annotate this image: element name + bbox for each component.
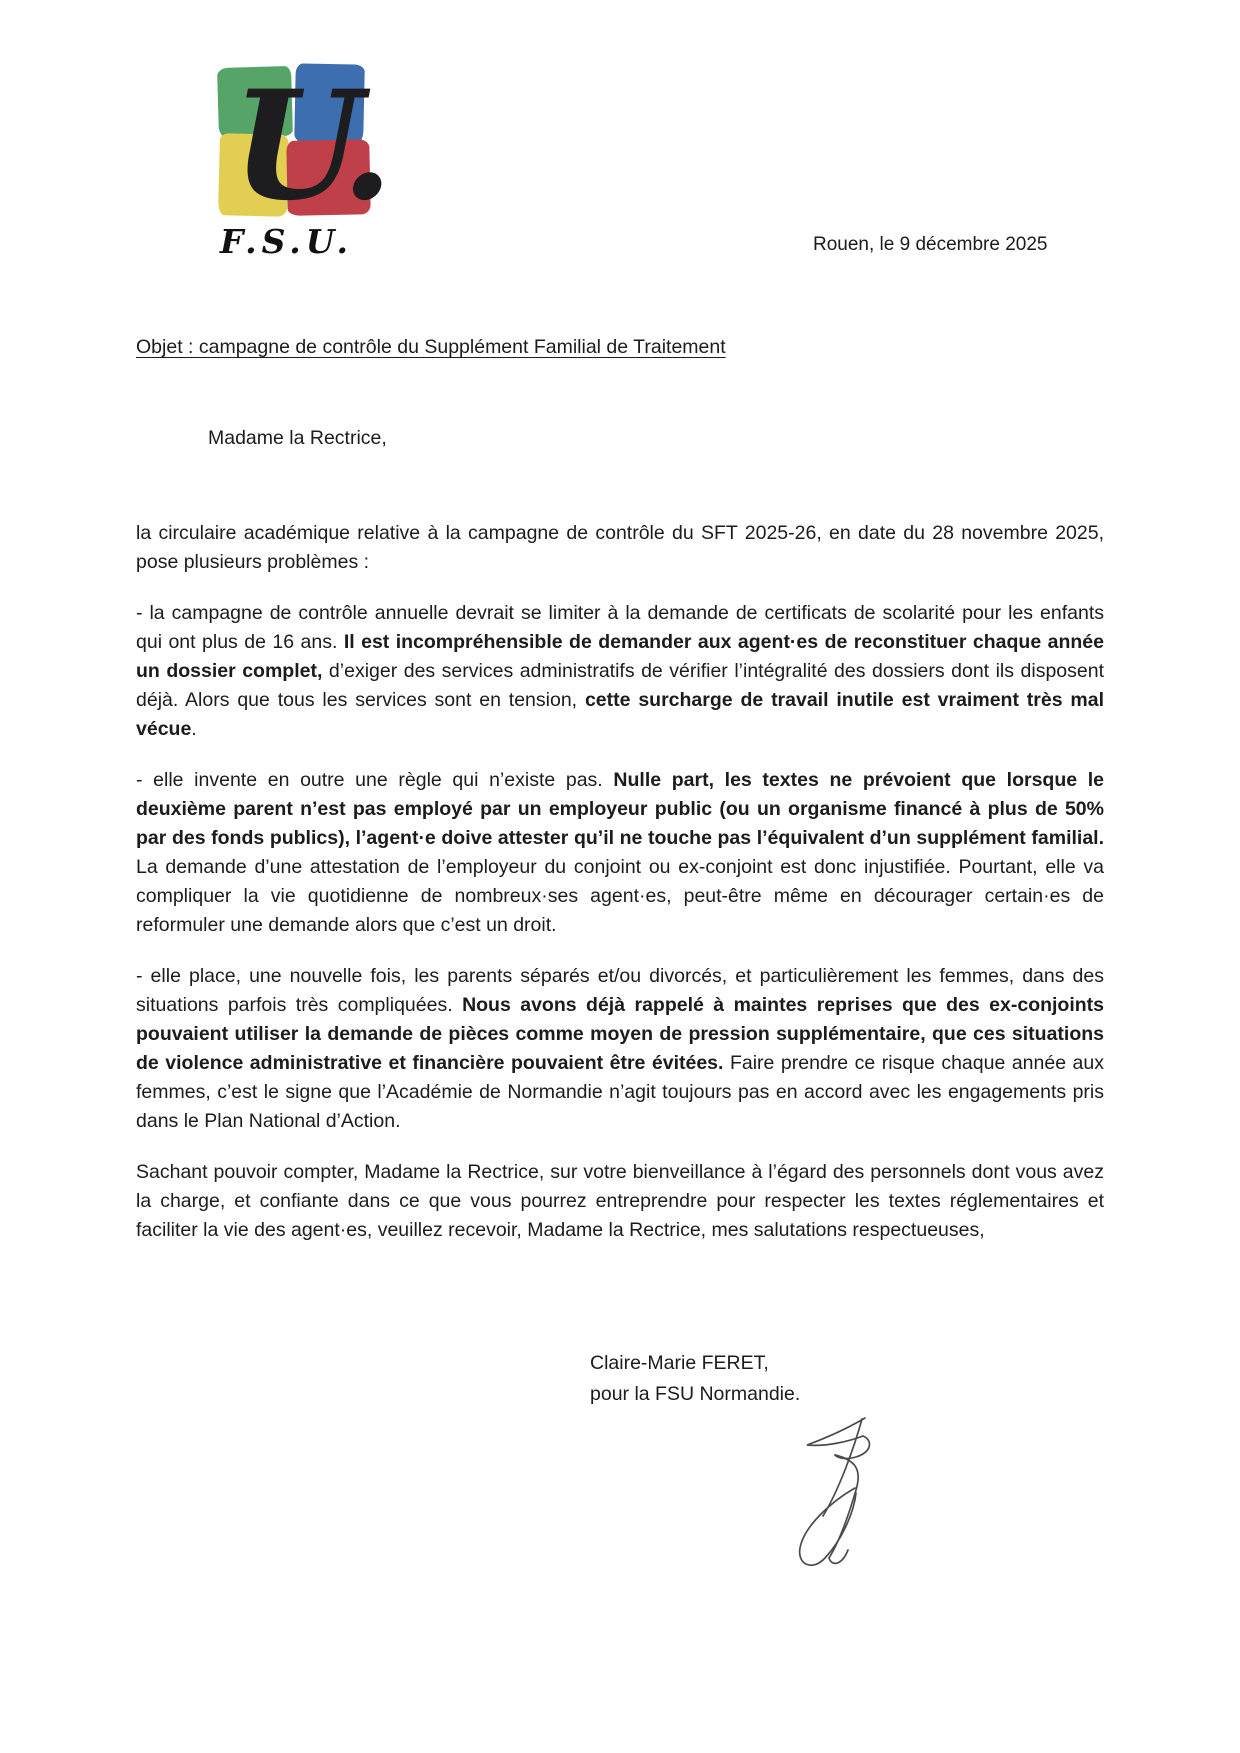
paragraph-run: Sachant pouvoir compter, Madame la Rectrice, sur votre bienveillance à l’égard des personnels dont vous avez la charge, et confiante dans ce que vous pourrez entreprendre pour respecter les textes réglementaires et faciliter la vie des agent·es, veuillez recevoir, Madame la Rectrice, mes salutations respectueuses,	[136, 1161, 1104, 1241]
letter-salutation: Madame la Rectrice,	[208, 427, 387, 449]
letter-date: Rouen, le 9 décembre 2025	[813, 234, 1048, 255]
paragraph-run-bold: cette surcharge de travail inutile est vraiment très mal vécue	[136, 689, 1105, 740]
logo-squares	[218, 58, 386, 234]
paragraph-run-bold: Nous avons déjà rappelé à maintes reprises que des ex-conjoints pouvaient utiliser la demande de pièces comme moyen de pression supplémentaire, que ces situations de violence administrative et financière pouvaient être évitées.	[136, 994, 1105, 1074]
closing-block	[590, 1348, 800, 1410]
paragraph-run: la circulaire académique relative à la campagne de contrôle du SFT 2025-26, en date du 28 novembre 2025, pose plusieurs problèmes :	[136, 522, 1104, 573]
handwritten-signature-icon	[792, 1406, 888, 1584]
logo-org-name: F.S.U.	[220, 222, 353, 261]
paragraph-run: La demande d’une attestation de l’employeur du conjoint ou ex-conjoint est donc injustifiée. Pourtant, elle va compliquer la vie quotidienne de nombreux·ses agent·es, peut-être même en décourager certain·es de reformuler une demande alors que c’est un droit.	[136, 856, 1104, 936]
body-paragraph	[136, 519, 1104, 577]
paragraph-run: - la campagne de contrôle annuelle devrait se limiter à la demande de certificats de scolarité pour les enfants qui ont plus de 16 ans.	[136, 602, 1104, 653]
fsu-logo	[218, 58, 386, 261]
paragraph-run-bold: Il est incompréhensible de demander aux agent·es de reconstituer chaque année un dossier complet,	[136, 631, 1104, 682]
paragraph-run: .	[191, 718, 197, 740]
signatory-org: pour la FSU Normandie.	[590, 1383, 801, 1405]
signatory-name: Claire-Marie FERET,	[590, 1352, 769, 1374]
body-paragraph	[136, 962, 1104, 1136]
body-paragraph	[136, 1158, 1104, 1245]
paragraph-run: - elle invente en outre une règle qui n’existe pas.	[136, 769, 614, 791]
paragraph-run: d’exiger des services administratifs de vérifier l’intégralité des dossiers dont ils disposent déjà. Alors que tous les services sont en tension,	[136, 660, 1105, 711]
paragraph-run-bold: Nulle part, les textes ne prévoient que lorsque le deuxième parent n’est pas employé par un employeur public (ou un organisme financé à plus de 50% par des fonds publics), l’agent·e doive attester qu’il ne touche pas l’équivalent d’un supplément familial.	[136, 769, 1105, 849]
logo-monogram-u: U.	[232, 58, 386, 234]
paragraph-run: Faire prendre ce risque chaque année aux femmes, c’est le signe que l’Académie de Normandie n’agit toujours pas en accord avec les engagements pris dans le Plan National d’Action.	[136, 1052, 1104, 1132]
body-paragraph	[136, 599, 1104, 744]
paragraph-run: - elle place, une nouvelle fois, les parents séparés et/ou divorcés, et particulièrement les femmes, dans des situations parfois très compliquées.	[136, 965, 1104, 1016]
letter-subject: Objet : campagne de contrôle du Supplément Familial de Traitement	[136, 336, 726, 358]
letter-body	[136, 519, 1104, 1267]
body-paragraph	[136, 766, 1104, 940]
